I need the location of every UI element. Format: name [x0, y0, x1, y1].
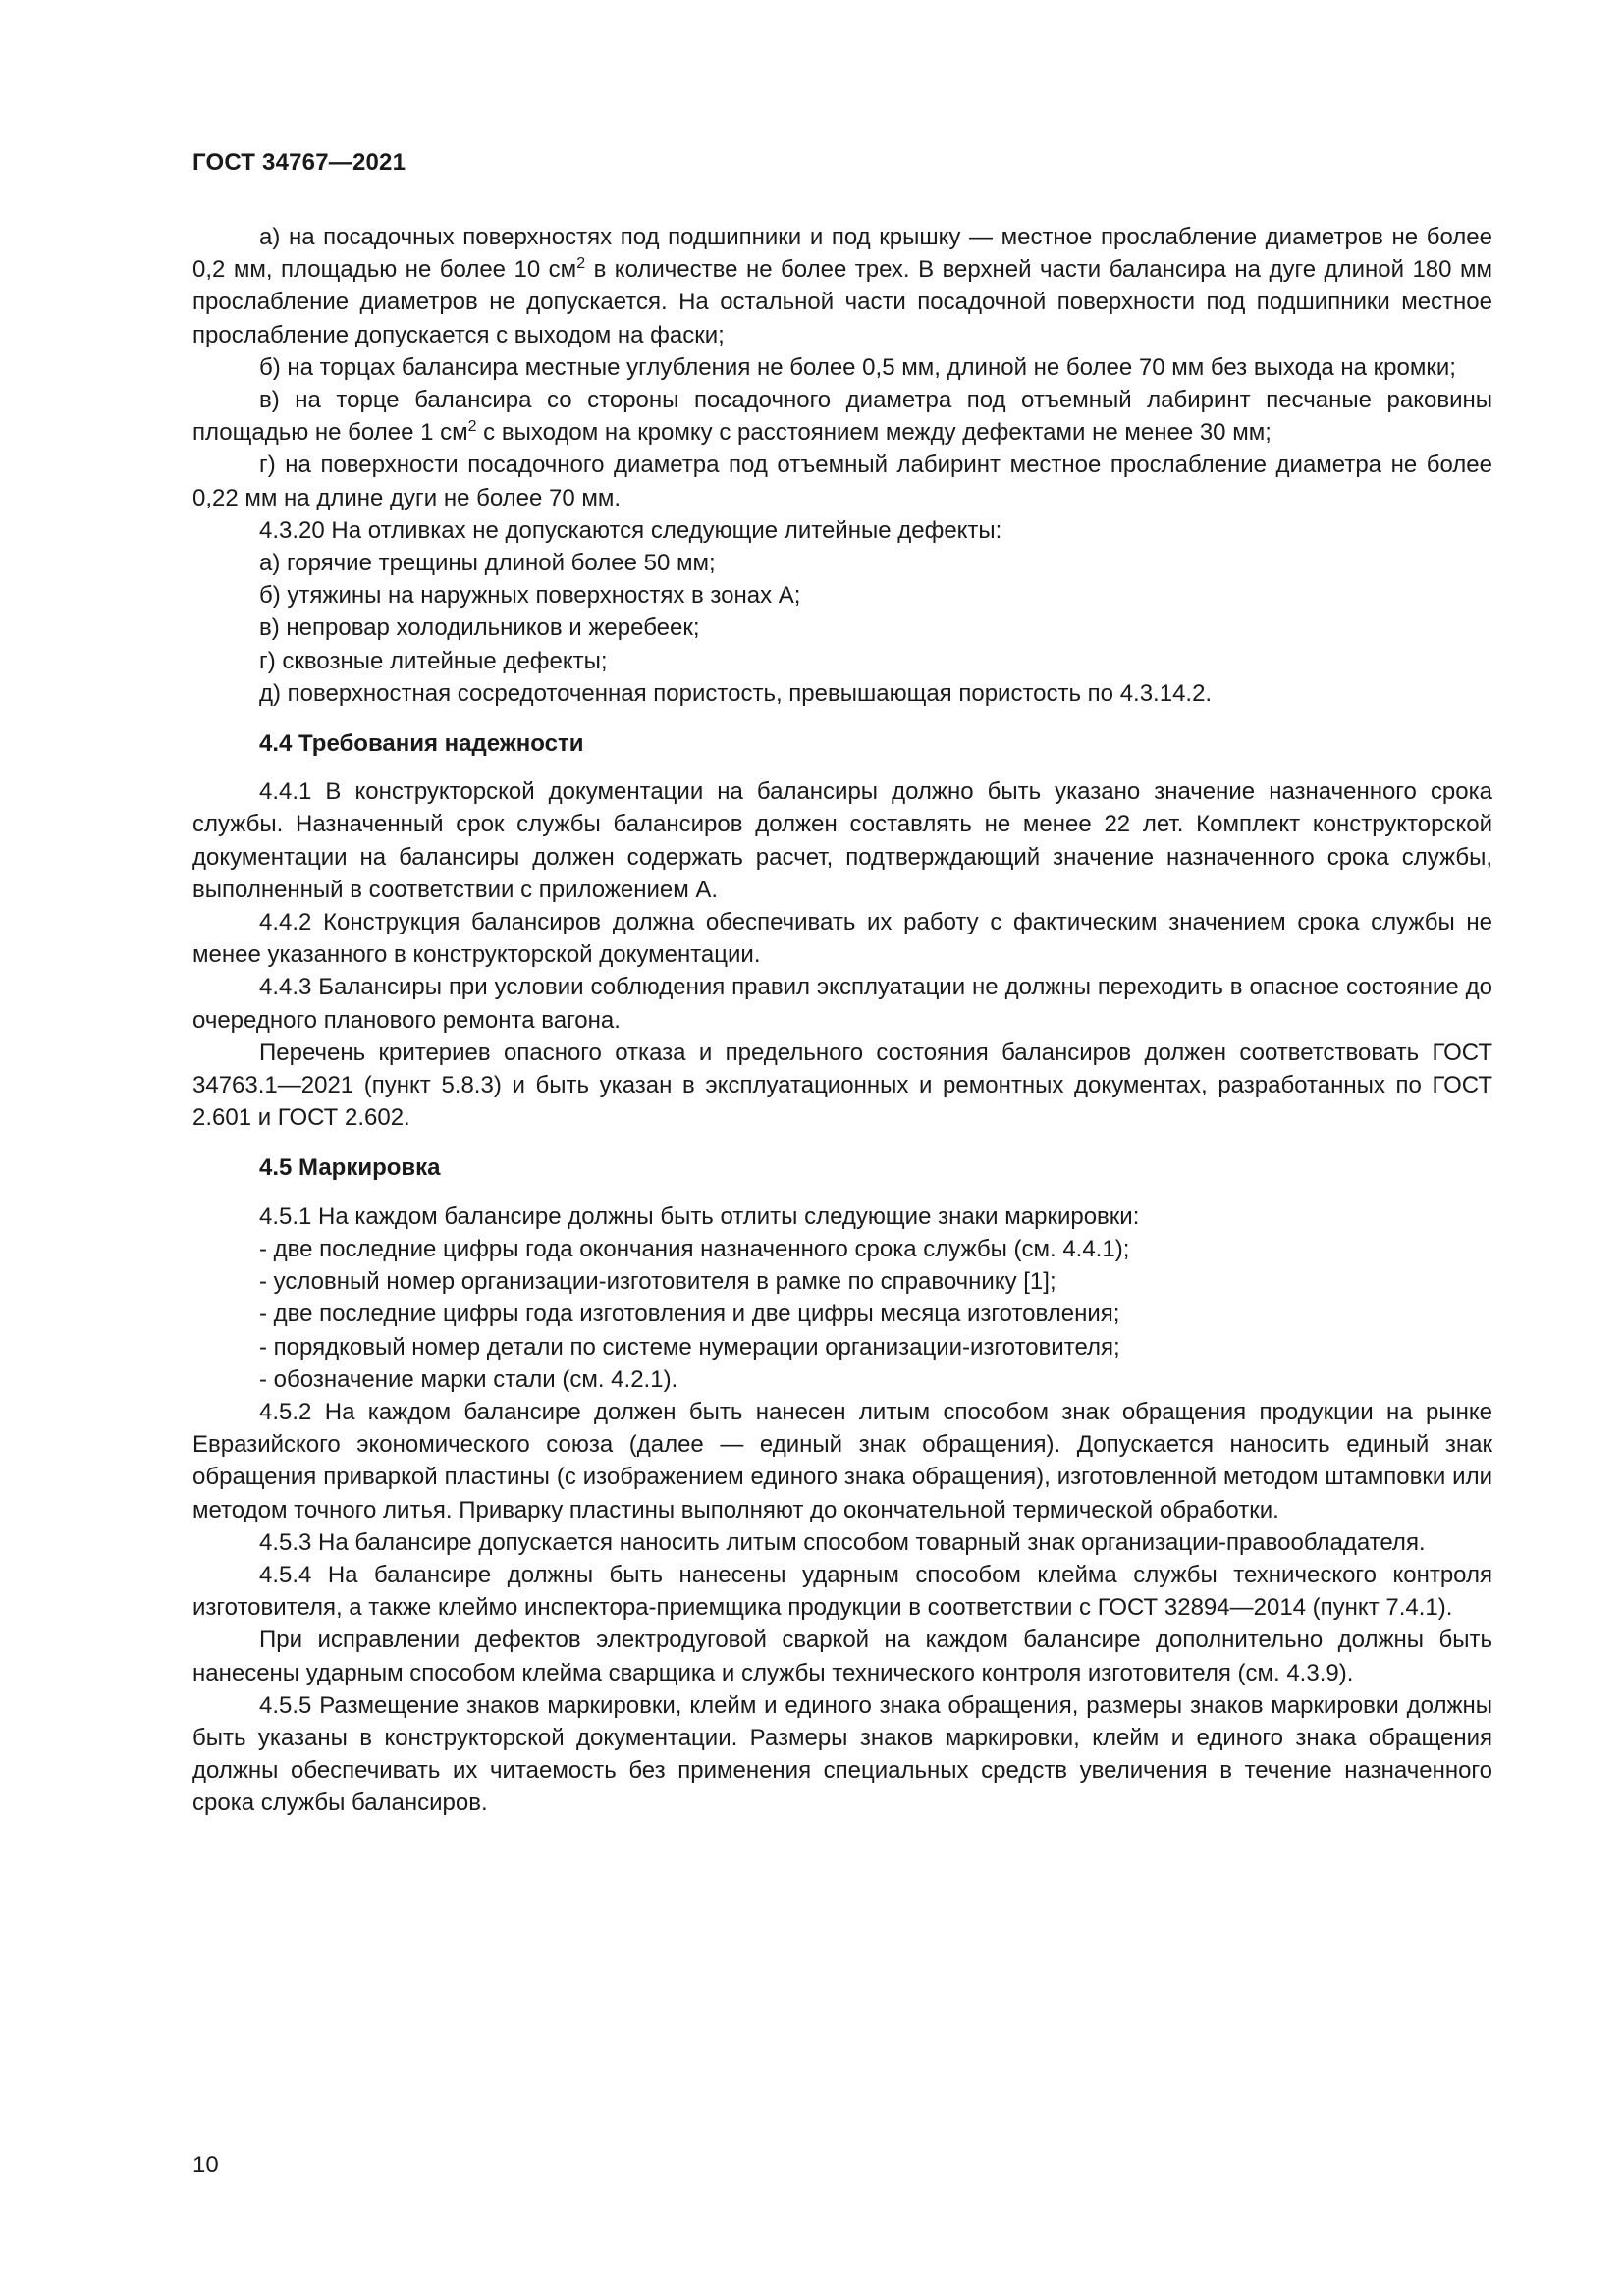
superscript: 2 [576, 255, 586, 273]
paragraph: б) на торцах балансира местные углубления не более 0,5 мм, длиной не более 70 мм без выхода на кромки; [259, 353, 1456, 381]
paragraph: 4.5.2 На каждом балансире должен быть нанесен литым способом знак обращения продукции на рынке Евразийского экономического союза (далее — единый знак обращения). Допускается наносить единый знак обращения приваркой пластины (с изображением единого знака обращения), изготовленной методом штамповки или методом точного литья. Приварку пластины выполняют до окончательной термической обработки. [192, 1398, 1492, 1523]
page-number: 10 [192, 2152, 219, 2178]
paragraph: 4.5.5 Размещение знаков маркировки, клейм и единого знака обращения, размеры знаков маркировки должны быть указаны в конструкторской документации. Размеры знаков маркировки, клейм и единого знака обращения должны обеспечивать их читаемость без применения специальных средств увеличения в течение назначенного срока службы балансиров. [192, 1691, 1492, 1817]
section-heading-marking: 4.5 Маркировка [259, 1154, 441, 1182]
text-run: в) на торце балансира со стороны посадочного диаметра под отъемный лабиринт песчаные раковины площадью не более 1 см [192, 387, 1492, 447]
paragraph: 4.5.4 На балансире должны быть нанесены ударным способом клейма службы технического контроля изготовителя, а также клеймо инспектора-приемщика продукции в соответствии с ГОСТ 32894—2014 (пункт 7.4.1). [192, 1561, 1492, 1622]
list-item: г) сквозные литейные дефекты; [259, 647, 608, 674]
paragraph: При исправлении дефектов электродуговой сваркой на каждом балансире дополнительно должны быть нанесены ударным способом клейма сварщика и службы технического контроля изготовителя (см. 4.3.9). [192, 1627, 1492, 1686]
list-item: - условный номер организации-изготовителя в рамке по справочнику [1]; [259, 1268, 1056, 1296]
list-item: д) поверхностная сосредоточенная пористость, превышающая пористость по 4.3.14.2. [259, 679, 1213, 707]
text-run: в количестве не более трех. В верхней части балансира на дуге длиной 180 мм прослабление диаметров не допускается. На остальной части посадочной поверхности под подшипники местное прослабление допускается с выходом на фаски; [192, 256, 1492, 348]
section-heading-reliability: 4.4 Требования надежности [259, 730, 584, 758]
list-item: а) горячие трещины длиной более 50 мм; [259, 550, 716, 577]
list-item: - обозначение марки стали (см. 4.2.1). [259, 1365, 678, 1393]
superscript: 2 [467, 418, 477, 436]
list-item: б) утяжины на наружных поверхностях в зонах А; [259, 582, 801, 610]
list-item: в) непровар холодильников и жеребеек; [259, 614, 700, 642]
paragraph: 4.4.1 В конструкторской документации на балансиры должно быть указано значение назначенного срока службы. Назначенный срок службы балансиров должен составлять не менее 22 лет. Комплект конструкторской документации на балансиры должен содержать расчет, подтверждающий значение назначенного срока службы, выполненный в соответствии с приложением А. [192, 778, 1492, 903]
paragraph [192, 221, 1492, 351]
text-run: а) на посадочных поверхностях под подшипники и под крышку — местное прослабление диаметров не более 0,2 мм, площадью не более 10 см [192, 224, 1492, 284]
document-body [192, 221, 1492, 1820]
paragraph [192, 384, 1492, 449]
paragraph: 4.4.2 Конструкция балансиров должна обеспечивать их работу с фактическим значением срока службы не менее указанного в конструкторской документации. [192, 909, 1492, 969]
paragraph: 4.5.1 На каждом балансире должны быть отлиты следующие знаки маркировки: [259, 1202, 1140, 1230]
list-item: - две последние цифры года окончания назначенного срока службы (см. 4.4.1); [259, 1235, 1130, 1262]
paragraph: Перечень критериев опасного отказа и предельного состояния балансиров должен соответствовать ГОСТ 34763.1—2021 (пункт 5.8.3) и быть указан в эксплуатационных и ремонтных документах, разработанных по ГОСТ 2.601 и ГОСТ 2.602. [192, 1039, 1492, 1132]
list-item: - две последние цифры года изготовления и две цифры месяца изготовления; [259, 1301, 1120, 1328]
paragraph: 4.3.20 На отливках не допускаются следующие литейные дефекты: [259, 516, 1002, 544]
paragraph: 4.5.3 На балансире допускается наносить литым способом товарный знак организации-правообладателя. [259, 1528, 1426, 1556]
text-run: с выходом на кромку с расстоянием между дефектами не менее 30 мм; [476, 419, 1272, 447]
page-header: ГОСТ 34767—2021 [192, 149, 406, 176]
paragraph: 4.4.3 Балансиры при условии соблюдения правил эксплуатации не должны переходить в опасное состояние до очередного планового ремонта вагона. [192, 974, 1492, 1034]
list-item: - порядковый номер детали по системе нумерации организации-изготовителя; [259, 1333, 1120, 1361]
paragraph: г) на поверхности посадочного диаметра под отъемный лабиринт местное прослабление диаметра не более 0,22 мм на длине дуги не более 70 мм. [192, 452, 1492, 511]
